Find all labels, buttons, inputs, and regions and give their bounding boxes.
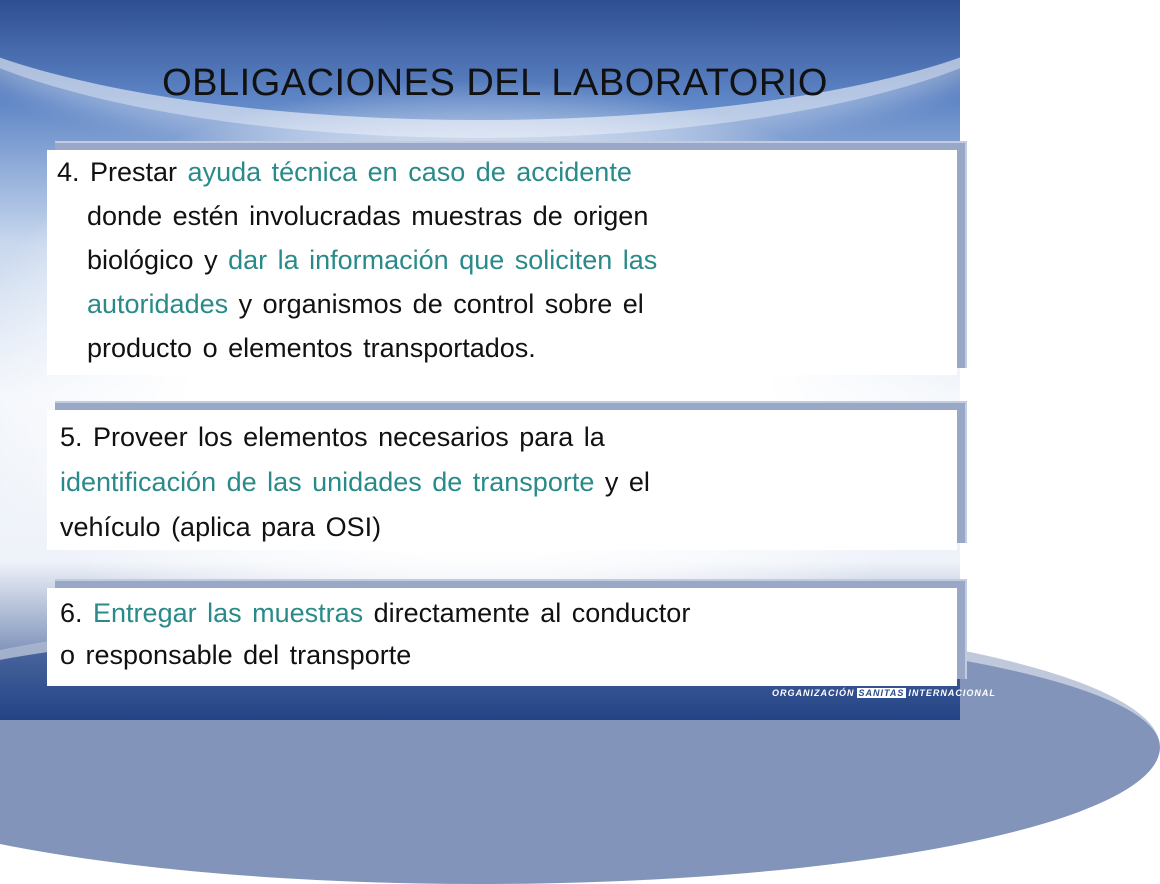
- logo-right-text: INTERNACIONAL: [908, 688, 996, 698]
- item4-line-3-text: biológico y: [87, 245, 229, 275]
- obligation-5-text: [47, 410, 957, 550]
- item4-highlight-1: ayuda técnica en caso de accidente: [187, 157, 632, 187]
- obligation-4-text: [47, 150, 957, 370]
- item5-line-1: 5. Proveer los elementos necesarios para la: [60, 422, 605, 452]
- item6-line-1-text: directamente al conductor: [363, 598, 691, 628]
- logo-middle-text: SANITAS: [858, 688, 905, 698]
- item5-highlight: identificación de las unidades de transporte: [60, 467, 595, 497]
- obligation-box-6: [47, 588, 957, 686]
- item4-line-4-text: y organismos de control sobre el: [228, 289, 644, 319]
- item4-highlight-2a: dar la información que soliciten las: [228, 245, 658, 275]
- item4-line-4: [57, 282, 957, 326]
- obligation-box-5: [47, 410, 957, 550]
- slide-title: OBLIGACIONES DEL LABORATORIO: [162, 62, 828, 104]
- obligation-box-4: [47, 150, 957, 375]
- obligation-6-text: [47, 588, 957, 676]
- item4-highlight-2b: autoridades: [87, 289, 229, 319]
- item4-line-5: producto o elementos transportados.: [87, 333, 536, 363]
- item4-lead: 4. Prestar: [57, 157, 188, 187]
- item6-line-2: o responsable del transporte: [60, 640, 412, 670]
- item5-line-2-text: y el: [594, 467, 650, 497]
- item4-line-3: [57, 238, 957, 282]
- organization-logo: [772, 688, 996, 702]
- item5-line-3: vehículo (aplica para OSI): [60, 512, 382, 542]
- item6-lead: 6.: [60, 598, 94, 628]
- item4-line-2: donde estén involucradas muestras de origen: [87, 201, 649, 231]
- logo-left-text: ORGANIZACIÓN: [772, 688, 855, 698]
- item6-highlight: Entregar las muestras: [93, 598, 364, 628]
